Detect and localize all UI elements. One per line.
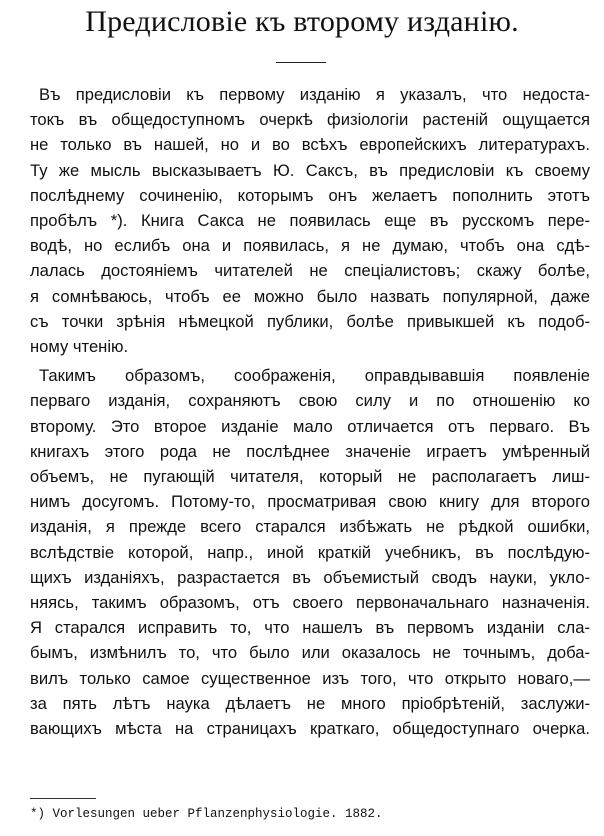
text-line: изданія, я прежде всего старался избѣжать не рѣдкой ошибки, (30, 517, 590, 537)
text-line: нимъ досугомъ. Потому-то, просматривая свою книгу для второго (30, 492, 590, 512)
text-line: Я старался исправить то, что нашелъ въ первомъ изданіи сла- (30, 618, 590, 638)
text-line: за пять лѣтъ наука дѣлаетъ не много пріобрѣтеній, заслужи- (30, 693, 590, 713)
text-line: не только въ нашей, но и во всѣхъ европейскихъ литературахъ. (30, 135, 590, 155)
text-line: я сомнѣваюсь, чтобъ ее можно было назвать популярной, даже (30, 286, 590, 306)
text-line: Въ предисловіи къ первому изданію я указалъ, что недоста- (39, 85, 590, 104)
text-line: токъ въ общедоступномъ очеркѣ физіологіи растеній ощущается (30, 110, 590, 130)
text-line: бымъ, измѣнилъ то, что было или оказалось не точнымъ, доба- (30, 643, 590, 663)
footnote-divider (30, 798, 96, 799)
text-line: щихъ изданіяхъ, разрастается въ объемистый сводъ науки, укло- (30, 567, 590, 587)
text-line: Ту же мысль высказываетъ Ю. Саксъ, въ предисловіи къ своему (30, 160, 590, 180)
text-line: вающихъ мѣста на страницахъ краткаго, общедоступнаго очерка. (30, 719, 590, 739)
page-title: Предисловіе къ второму изданію. (85, 5, 519, 38)
text-line: Такимъ образомъ, соображенія, оправдывавшія появленіе (39, 366, 590, 386)
text-line: няясь, такимъ образомъ, отъ своего первоначальнаго назначенія. (30, 593, 590, 613)
paragraph-2 (30, 363, 590, 741)
text-line: послѣднему сочиненію, которымъ онъ желаетъ пополнить этотъ (30, 185, 590, 205)
text-line: вилъ только самое существенное изъ того, что открыто новаго,— (30, 668, 590, 688)
text-line: книгахъ этого рода не послѣднее значеніе играетъ умѣренный (30, 441, 590, 461)
title-divider (276, 62, 326, 63)
footnote: *) Vorlesungen ueber Pflanzenphysiologie. 1882. (30, 807, 383, 821)
text-line: перваго изданія, сохраняютъ свою силу и по отношенію ко (30, 391, 590, 411)
body-text (30, 82, 590, 741)
text-line: вслѣдствіе которой, напр., иной краткій учебникъ, въ послѣдую- (30, 542, 590, 562)
text-line: ному чтенію. (30, 337, 129, 357)
paragraph-1 (30, 82, 590, 359)
text-line: лалась достояніемъ читателей не спеціалистовъ; скажу болѣе, (30, 261, 590, 281)
text-line: второму. Это второе изданіе мало отличается отъ перваго. Въ (30, 416, 590, 436)
text-line: водѣ, но еслибъ она и появилась, я не думаю, чтобъ она сдѣ- (30, 236, 590, 256)
text-line: съ точки зрѣнія нѣмецкой публики, болѣе привыкшей къ подоб- (30, 311, 590, 331)
text-line: пробѣлъ *). Книга Сакса не появилась еще въ русскомъ пере- (30, 211, 590, 231)
text-line: объемъ, не пугающій читателя, который не располагаетъ лиш- (30, 467, 590, 487)
